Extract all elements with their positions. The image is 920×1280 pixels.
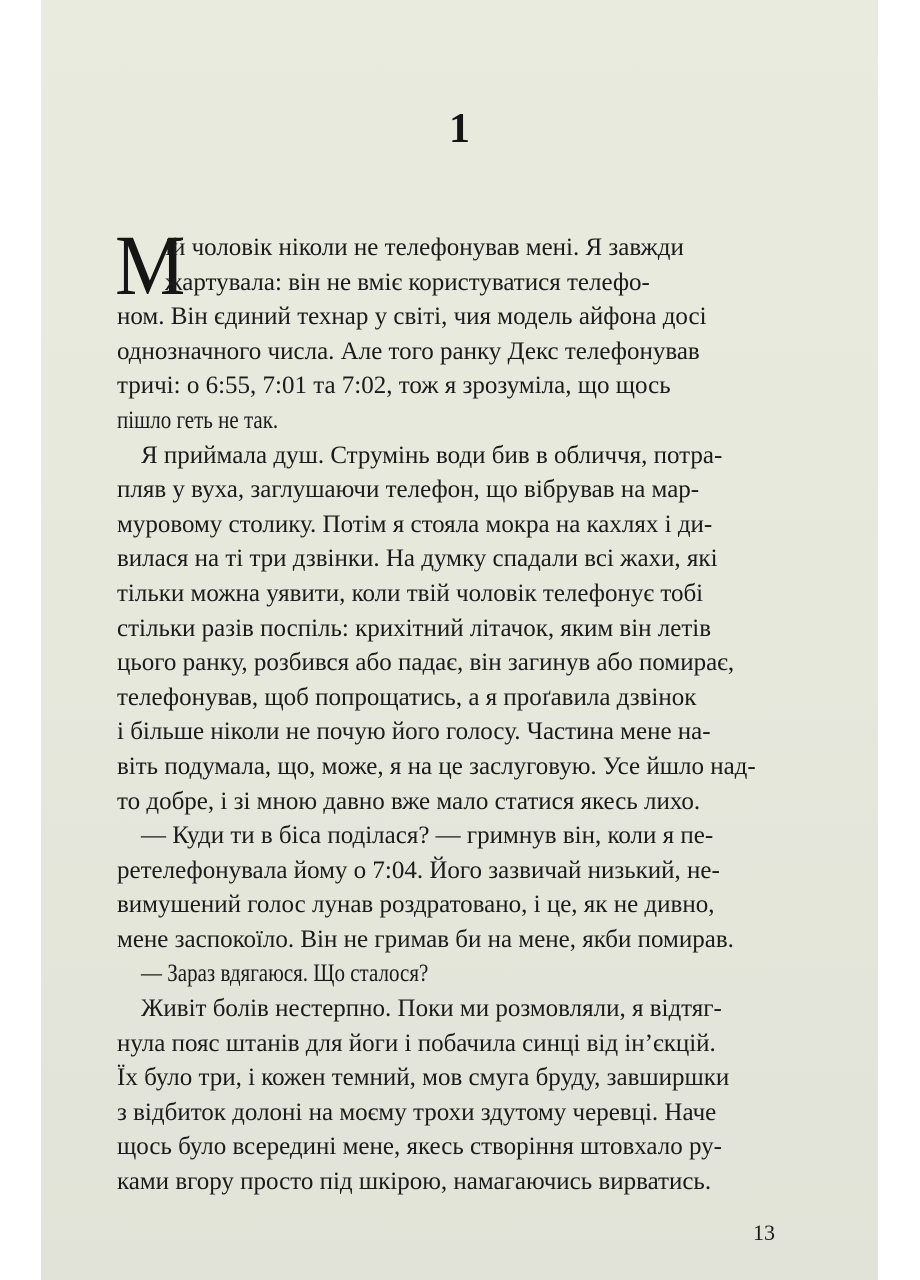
text-line: то добре, і зі мною давно вже мало статися якесь лихо. xyxy=(117,787,701,815)
text-line: з відбиток долоні на моєму трохи здутому черевці. Наче xyxy=(117,1098,717,1126)
page-number: 13 xyxy=(753,1220,775,1245)
text-line: однозначного числа. Але того ранку Декс телефонував xyxy=(117,337,700,365)
book-page xyxy=(41,0,878,1280)
text-line: і більше ніколи не почую його голосу. Частина мене на- xyxy=(117,718,711,746)
text-line: віть подумала, що, може, я на це заслуговую. Усе йшло над- xyxy=(117,752,756,780)
text-line: телефонував, щоб попрощатись, а я проґавила дзвінок xyxy=(117,683,697,711)
text-line: Живіт болів нестерпно. Поки ми розмовляли, я відтяг- xyxy=(141,995,722,1023)
text-line: ретелефонувала йому о 7:04. Його зазвичай низький, не- xyxy=(117,856,720,884)
text-line: жартувала: він не вміє користуватися телефо- xyxy=(165,268,650,296)
text-line: мене заспокоїло. Він не гримав би на мене, якби помирав. xyxy=(117,925,734,953)
text-line: тричі: о 6:55, 7:01 та 7:02, тож я зрозуміла, що щось xyxy=(117,372,671,400)
text-line: щось було всередині мене, якесь створіння штовхало ру- xyxy=(117,1133,722,1161)
text-line: муровому столику. Потім я стояла мокра на кахлях і ди- xyxy=(117,510,713,538)
text-line: — Зараз вдягаюся. Що сталося? xyxy=(141,960,429,988)
text-line: ками вгору просто під шкірою, намагаючись вирватись. xyxy=(117,1168,712,1196)
text-line: тільки можна уявити, коли твій чоловік телефонує тобі xyxy=(117,579,704,607)
text-line: нула пояс штанів для йоги і побачила синці від ін’єкцій. xyxy=(117,1029,716,1057)
drop-cap: М xyxy=(115,217,186,313)
text-line: вилася на ті три дзвінки. На думку спадали всі жахи, які xyxy=(117,545,718,573)
text-line: ном. Він єдиний технар у світі, чия модель айфона досі xyxy=(117,303,707,331)
text-line: — Куди ти в біса поділася? — гримнув він, коли я пе- xyxy=(141,822,714,850)
text-line: пляв у вуха, заглушаючи телефон, що вібрував на мар- xyxy=(117,476,700,504)
text-line: Я приймала душ. Струмінь води бив в обличчя, потра- xyxy=(141,441,723,469)
text-line: цього ранку, розбився або падає, він загинув або помирає, xyxy=(117,649,735,677)
text-line: Їх було три, і кожен темний, мов смуга бруду, завширшки xyxy=(117,1064,730,1092)
text-line: пішло геть не так. xyxy=(117,406,279,434)
body-text xyxy=(117,231,790,1200)
chapter-number: 1 xyxy=(449,106,470,152)
text-line: вимушений голос лунав роздратовано, і це, як не дивно, xyxy=(117,891,715,919)
text-line: стільки разів поспіль: крихітний літачок, яким він летів xyxy=(117,614,712,642)
text-line: ій чоловік ніколи не телефонував мені. Я завжди xyxy=(165,234,684,261)
